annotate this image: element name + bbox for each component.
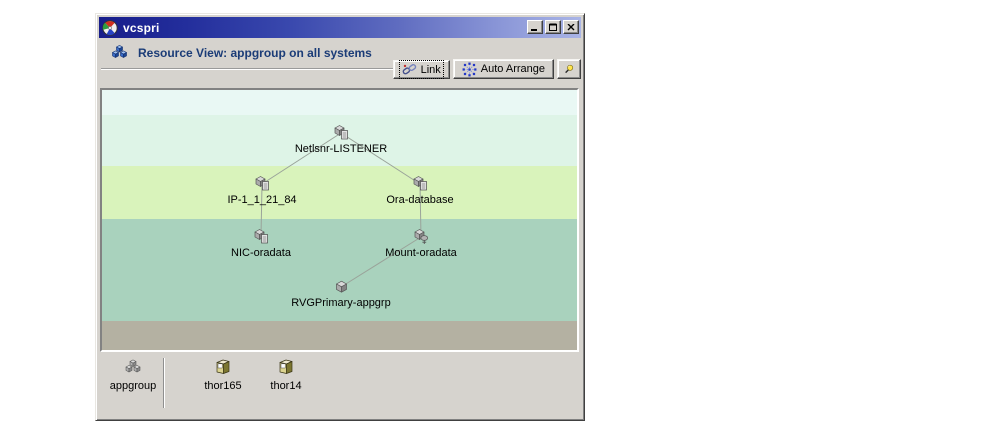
footer-system-thor14[interactable]	[259, 358, 313, 392]
page-title: Resource View: appgroup on all systems	[138, 46, 372, 60]
minimize-button[interactable]	[527, 20, 543, 34]
resource-icon	[254, 175, 271, 192]
graph-node-ora[interactable]	[350, 175, 490, 206]
graph-node-ip[interactable]	[192, 175, 332, 206]
titlebar[interactable]	[99, 17, 581, 38]
cube-icon	[333, 278, 350, 295]
footer-system-thor165[interactable]	[194, 358, 252, 392]
node-label: RVGPrimary-appgrp	[291, 297, 391, 309]
link-button[interactable]	[393, 60, 450, 79]
resource-icon	[333, 124, 350, 141]
maximize-button[interactable]	[545, 20, 561, 34]
system-icon	[277, 358, 295, 376]
resource-icon	[412, 175, 429, 192]
graph-node-nic[interactable]	[191, 228, 331, 259]
window-title: vcspri	[123, 20, 160, 35]
resource-icon	[253, 228, 270, 245]
toolbar	[393, 59, 581, 79]
footer-panel	[99, 354, 581, 417]
link-button-label: Link	[420, 63, 441, 76]
minimize-icon	[531, 24, 539, 31]
node-label: IP-1_1_21_84	[227, 194, 297, 206]
zoom-button[interactable]	[557, 59, 581, 79]
close-icon	[567, 24, 575, 31]
footer-group-appgroup[interactable]	[107, 358, 159, 392]
footer-group-label: appgroup	[109, 380, 157, 392]
close-button[interactable]	[563, 20, 579, 34]
footer-system-label: thor14	[270, 380, 302, 392]
node-label: Mount-oradata	[385, 247, 457, 259]
graph-node-mount[interactable]	[351, 228, 491, 259]
auto-arrange-button[interactable]	[453, 59, 554, 79]
auto-arrange-button-label: Auto Arrange	[480, 63, 545, 75]
vcspri-window	[95, 13, 585, 421]
maximize-icon	[549, 23, 558, 31]
node-label: NIC-oradata	[231, 247, 291, 259]
footer-system-label: thor165	[204, 380, 242, 392]
magnifier-icon	[564, 61, 574, 77]
auto-arrange-icon	[462, 62, 477, 77]
resource-view-icon	[110, 44, 129, 66]
group-cluster-icon	[123, 358, 143, 376]
app-icon	[102, 20, 118, 36]
link-icon	[402, 62, 417, 77]
graph-node-rvg[interactable]	[271, 278, 411, 309]
system-icon	[214, 358, 232, 376]
node-label: Ora-database	[386, 194, 454, 206]
node-label: Netlsnr-LISTENER	[294, 143, 388, 155]
resource-graph-canvas[interactable]	[100, 88, 579, 352]
graph-node-netlsnr[interactable]	[271, 124, 411, 155]
header-divider	[101, 68, 419, 70]
footer-divider	[163, 358, 165, 408]
mount-resource-icon	[413, 228, 430, 245]
